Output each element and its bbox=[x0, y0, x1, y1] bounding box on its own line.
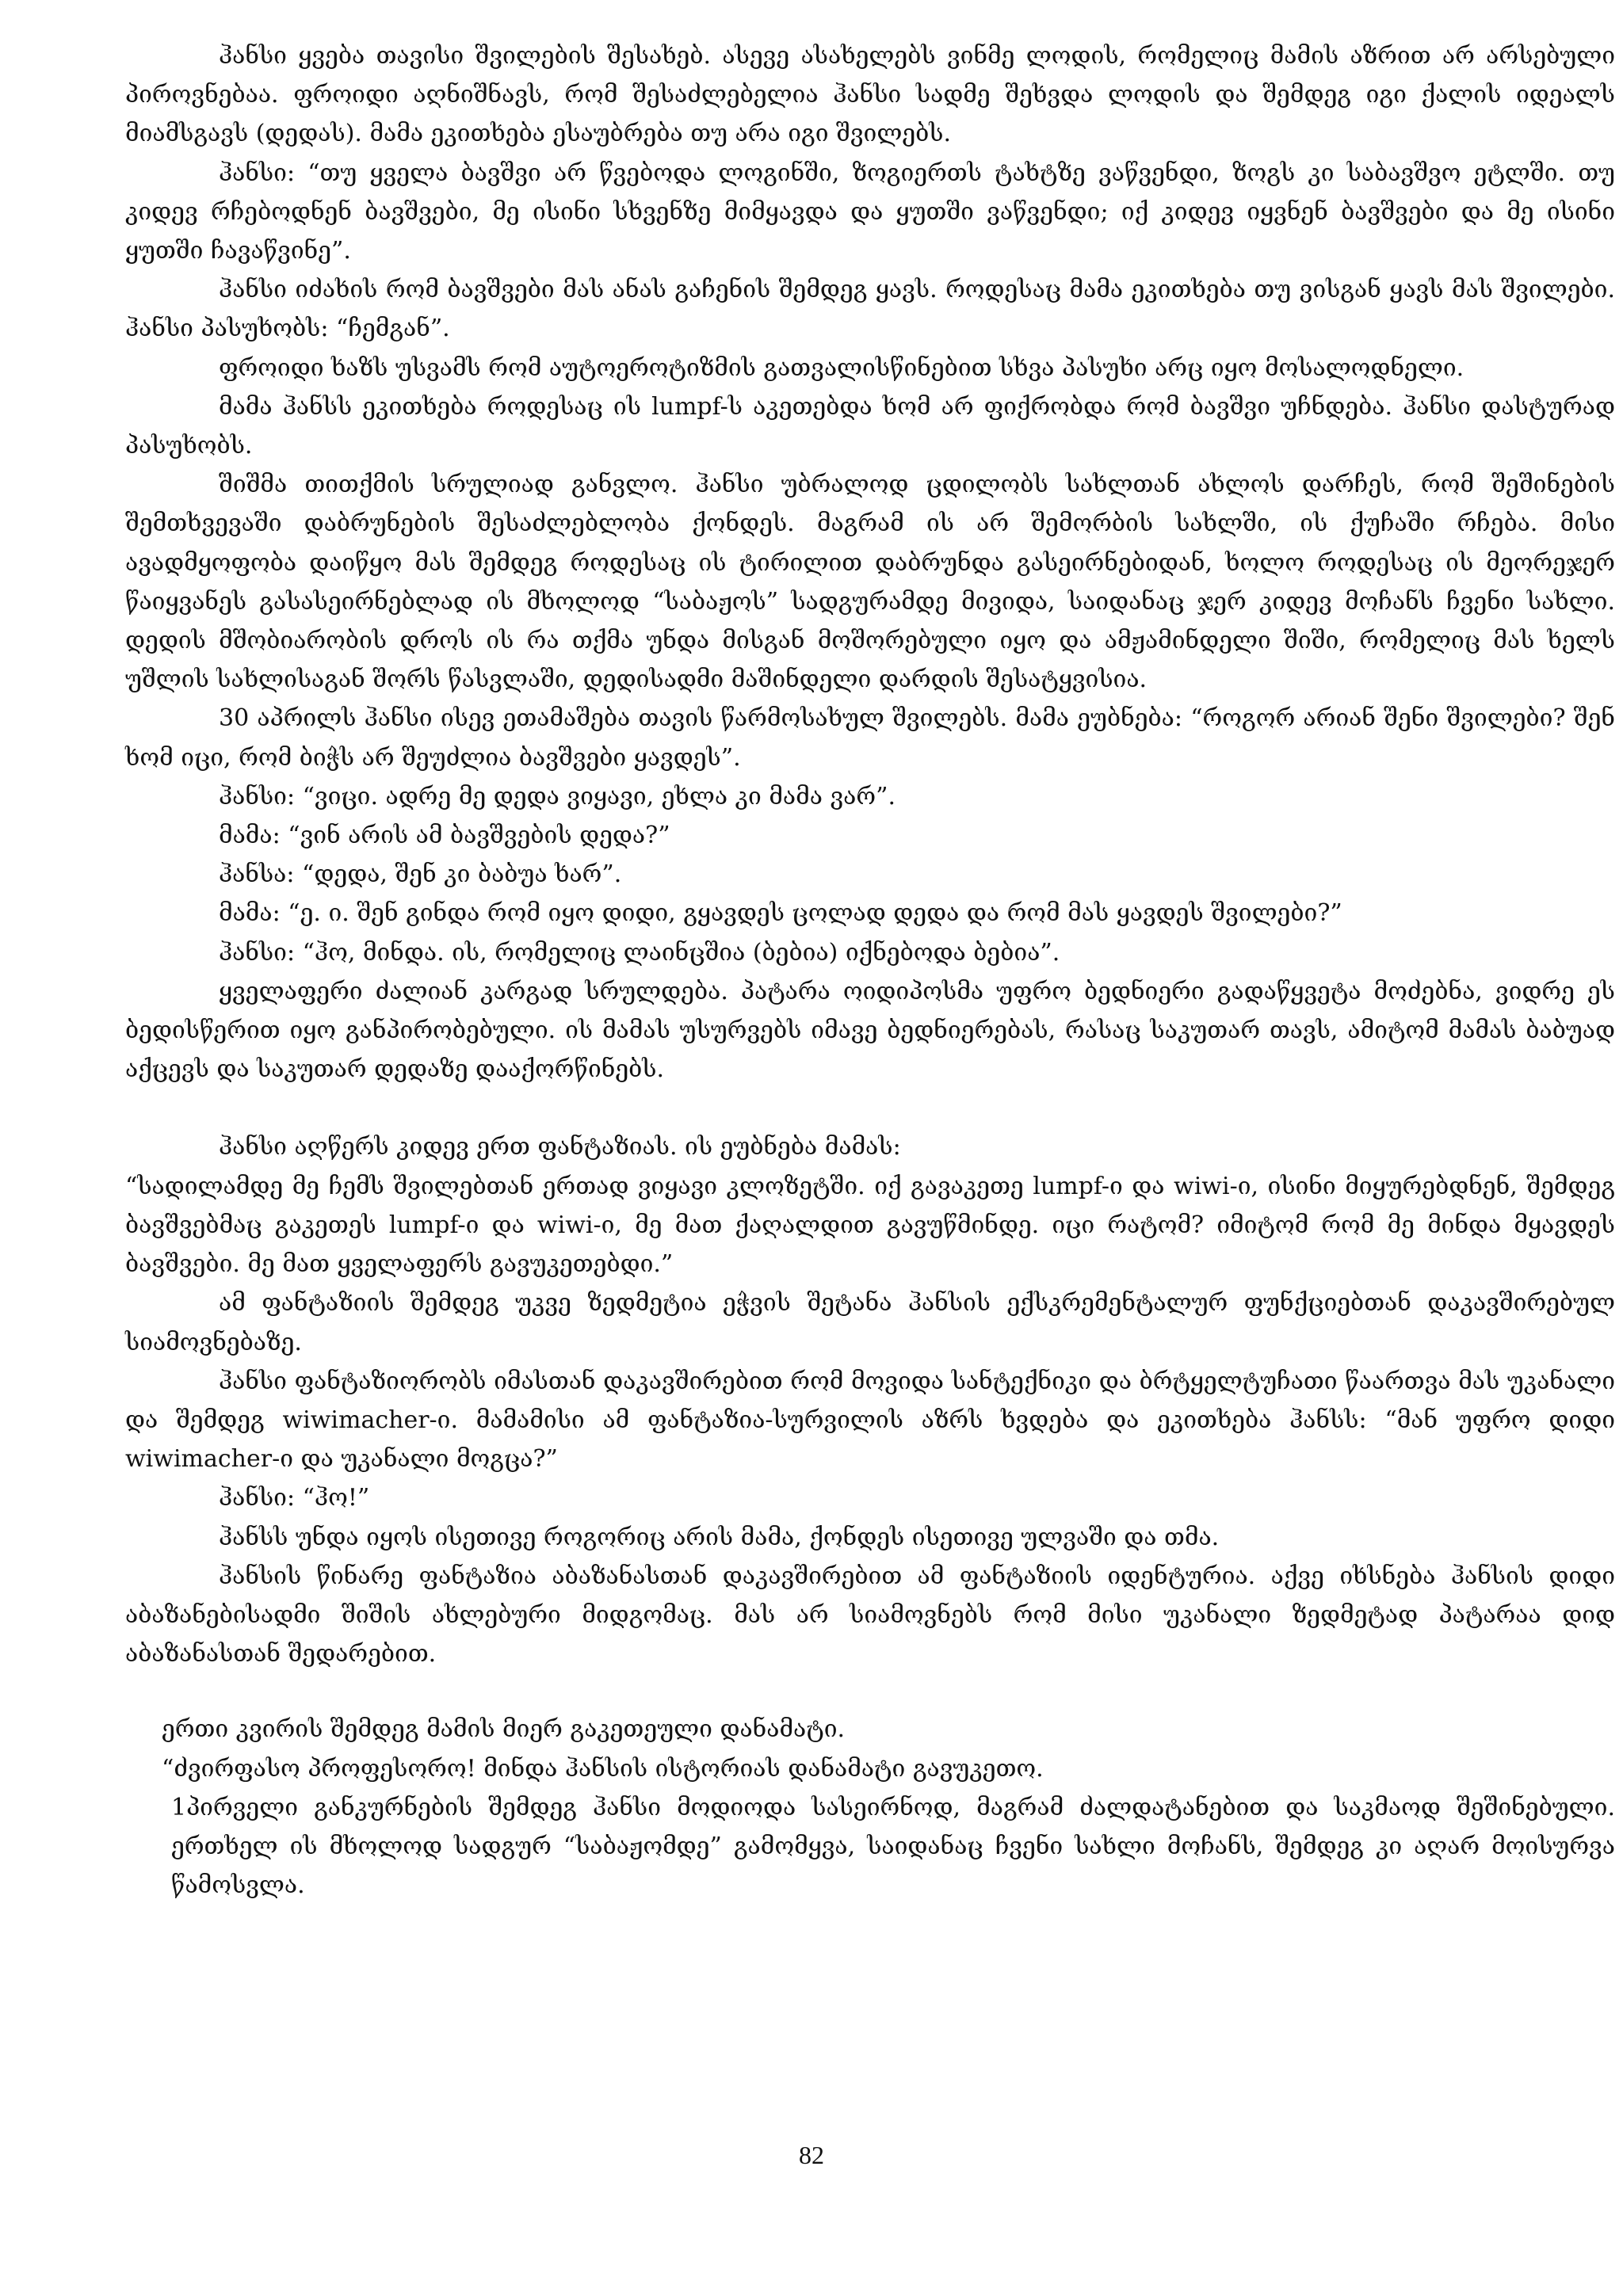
dialogue-line: ჰანსი: “ჰო!” bbox=[219, 1484, 370, 1512]
dialogue-line: ჰანსი: “ჰო, მინდა. ის, რომელიც ლაინცშია (ბებია) იქნებოდა ბებია”. bbox=[219, 938, 1060, 967]
paragraph: ამ ფანტაზიის შემდეგ უკვე ზედმეტია ეჭვის შეტანა ჰანსის ექსკრემენტალურ ფუნქციებთან დაკავშირებულ სიამოვნებაზე. bbox=[125, 1289, 1615, 1356]
dialogue-line: ჰანსა: “დედა, შენ კი ბაბუა ხარ”. bbox=[219, 860, 622, 889]
footnote-paragraph: 1პირველი განკურნების შემდეგ ჰანსი მოდიოდა სასეირნოდ, მაგრამ ძალდატანებით და საკმაოდ შეშინებული. ერთხელ ის მხოლოდ სადგურ “საბაჟომდე” გამომყვა, საიდანაც ჩვენი სახლი მოჩანს, შემდეგ კი აღარ მოისურვა წამოსვლა. bbox=[171, 1793, 1615, 1900]
paragraph: ჰანსის წინარე ფანტაზია აბაზანასთან დაკავშირებით ამ ფანტაზიის იდენტურია. აქვე იხსნება ჰანსის დიდი აბაზანებისადმი შიშის ახლებური მიდგომაც. მას არ სიამოვნებს რომ მისი უკანალი ზედმეტად პატარაა დიდ აბაზანასთან შედარებით. bbox=[125, 1562, 1615, 1669]
dialogue-line: ჰანსი: “ვიცი. ადრე მე დედა ვიყავი, ეხლა კი მამა ვარ”. bbox=[219, 782, 896, 810]
paragraph: ფროიდი ხაზს უსვამს რომ აუტოეროტიზმის გათვალისწინებით სხვა პასუხი არც იყო მოსალოდნელი. bbox=[219, 353, 1465, 382]
paragraph: ჰანსს უნდა იყოს ისეთივე როგორიც არის მამა, ქონდეს ისეთივე ულვაში და თმა. bbox=[219, 1523, 1220, 1551]
paragraph: ჰანსი: “თუ ყველა ბავშვი არ წვებოდა ლოგინში, ზოგიერთს ტახტზე ვაწვენდი, ზოგს კი საბავშვო ეტლში. თუ კიდევ რჩებოდნენ ბავშვები, მე ისინი სხვენზე მიმყავდა და ყუთში ვაწვენდი; იქ კიდევ იყვნენ ბავშვები და მე ისინი ყუთში ჩავაწვინე”. bbox=[125, 158, 1615, 265]
paragraph: ჰანსი ყვება თავისი შვილების შესახებ. ასევე ასახელებს ვინმე ლოდის, რომელიც მამის აზრით არ არსებული პიროვნებაა. ფროიდი აღნიშნავს, რომ შესაძლებელია ჰანსი სადმე შეხვდა ლოდის და შემდეგ იგი ქალის იდეალს მიამსგავს (დედას). მამა ეკითხება ესაუბრება თუ არა იგი შვილებს. bbox=[125, 42, 1615, 148]
dialogue-line: მამა: “ვინ არის ამ ბავშვების დედა?” bbox=[219, 822, 670, 850]
paragraph: 30 აპრილს ჰანსი ისევ ეთამაშება თავის წარმოსახულ შვილებს. მამა ეუბნება: “როგორ არიან შენი შვილები? შენ ხომ იცი, რომ ბიჭს არ შეუძლია ბავშვები ყავდეს”. bbox=[125, 704, 1615, 772]
paragraph: მამა ჰანსს ეკითხება როდესაც ის lumpf-ს აკეთებდა ხომ არ ფიქრობდა რომ ბავშვი უჩნდება. ჰანსი დასტურად პასუხობს. bbox=[125, 392, 1615, 460]
paragraph: ერთი კვირის შემდეგ მამის მიერ გაკეთეული დანამატი. bbox=[162, 1715, 846, 1744]
paragraph: “ძვირფასო პროფესორო! მინდა ჰანსის ისტორიას დანამატი გავუკეთო. bbox=[162, 1754, 1044, 1783]
paragraph: ჰანსი ფანტაზიორობს იმასთან დაკავშირებით რომ მოვიდა სანტექნიკი და ბრტყელტუჩათი წაართვა მას უკანალი და შემდეგ wiwimacher-ი. მამამისი ამ ფანტაზია-სურვილის აზრს ხვდება და ეკითხება ჰანსს: “მან უფრო დიდი wiwimacher-ი და უკანალი მოგცა?” bbox=[125, 1367, 1615, 1474]
body-text bbox=[125, 36, 1615, 1905]
paragraph: ჰანსი აღწერს კიდევ ერთ ფანტაზიას. ის ეუბნება მამას: bbox=[219, 1133, 901, 1161]
paragraph: ჰანსი იძახის რომ ბავშვები მას ანას გაჩენის შემდეგ ყავს. როდესაც მამა ეკითხება თუ ვისგან ყავს მას შვილები. ჰანსი პასუხობს: “ჩემგან”. bbox=[125, 276, 1615, 343]
paragraph: შიშმა თითქმის სრულიად განვლო. ჰანსი უბრალოდ ცდილობს სახლთან ახლოს დარჩეს, რომ შეშინების შემთხვევაში დაბრუნების შესაძლებლობა ქონდეს. მაგრამ ის არ შემორბის სახლში, ის ქუჩაში რჩება. მისი ავადმყოფობა დაიწყო მას შემდეგ როდესაც ის ტირილით დაბრუნდა გასეირნებიდან, ხოლო როდესაც ის მეორეჯერ წაიყვანეს გასასეირნებლად ის მხოლოდ “საბაჟოს” სადგურამდე მივიდა, საიდანაც ჯერ კიდევ მოჩანს ჩვენი სახლი. დედის მშობიარობის დროს ის რა თქმა უნდა მისგან მოშორებული იყო და ამჟამინდელი შიში, რომელიც მას ხელს უშლის სახლისაგან შორს წასვლაში, დედისადმი მაშინდელი დარდის შესატყვისია. bbox=[125, 471, 1615, 694]
quoted-paragraph: “სადილამდე მე ჩემს შვილებთან ერთად ვიყავი კლოზეტში. იქ გავაკეთე lumpf-ი და wiwi-ი, ისინი მიყურებდნენ, შემდეგ ბავშვებმაც გაკეთეს lumpf-ი და wiwi-ი, მე მათ ქაღალდით გავუწმინდე. იცი რატომ? იმიტომ რომ მე მინდა მყავდეს ბავშვები. მე მათ ყველაფერს გავუკეთებდი.” bbox=[125, 1172, 1615, 1279]
paragraph: ყველაფერი ძალიან კარგად სრულდება. პატარა ოიდიპოსმა უფრო ბედნიერი გადაწყვეტა მოძებნა, ვიდრე ეს ბედისწერით იყო განპირობებული. ის მამას უსურვებს იმავე ბედნიერებას, რასაც საკუთარ თავს, ამიტომ მამას ბაბუად აქცევს და საკუთარ დედაზე დააქორწინებს. bbox=[125, 977, 1615, 1084]
page-number: 82 bbox=[799, 2141, 824, 2169]
dialogue-line: მამა: “ე. ი. შენ გინდა რომ იყო დიდი, გყავდეს ცოლად დედა და რომ მას ყავდეს შვილები?” bbox=[219, 899, 1342, 928]
